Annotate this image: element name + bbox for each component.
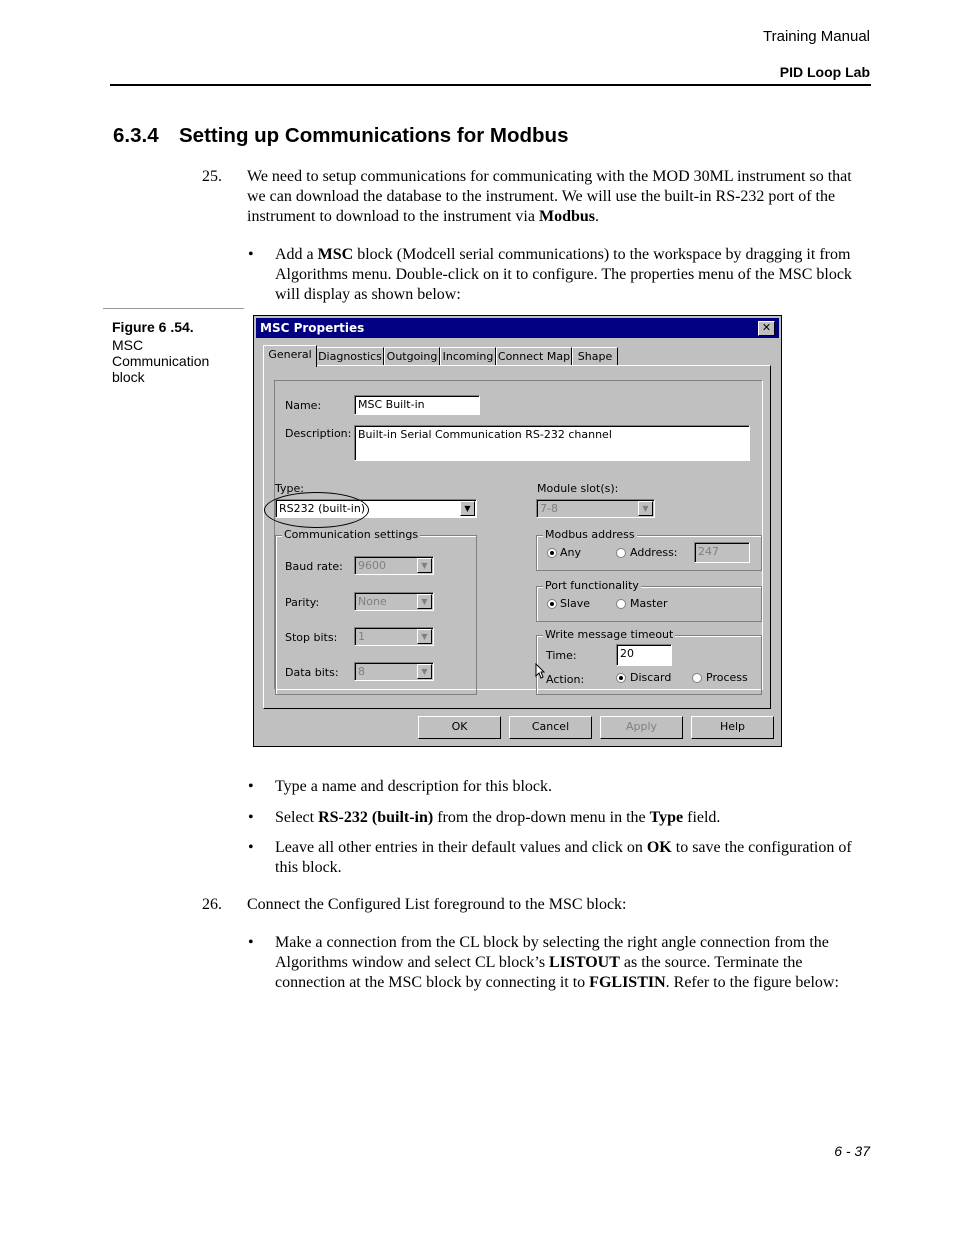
header-rule xyxy=(110,84,871,86)
chevron-down-icon[interactable]: ▼ xyxy=(417,629,432,644)
bullet-marker: • xyxy=(248,809,254,826)
chevron-down-icon[interactable]: ▼ xyxy=(460,501,475,516)
data-bits-select[interactable]: 8 xyxy=(354,662,434,681)
section-heading xyxy=(113,124,568,148)
chevron-down-icon[interactable]: ▼ xyxy=(417,558,432,573)
data-bits-label: Data bits: xyxy=(285,666,339,679)
step-26-text: Connect the Configured List foreground to the MSC block: xyxy=(247,896,627,913)
tab-connect-map[interactable]: Connect Map xyxy=(496,347,572,366)
tab-outgoing[interactable]: Outgoing xyxy=(384,347,440,366)
master-radio[interactable] xyxy=(616,599,626,609)
tab-shape[interactable]: Shape xyxy=(572,347,618,366)
bullet-add-msc: Add a MSC block (Modcell serial communications) to the workspace by dragging it from Algorithms menu. Double-click on it to configure. The properties menu of the MSC block will display as shown below: xyxy=(275,246,852,303)
bullet-marker: • xyxy=(248,839,254,856)
bullet-marker: • xyxy=(248,934,254,951)
modbus-address-label: Modbus address xyxy=(545,528,635,541)
step-25-text: We need to setup communications for communicating with the MOD 30ML instrument so that we can download the database to the instrument. We will use the built-in RS-232 port of the instrument to download to the instrument via Modbus. xyxy=(247,168,852,225)
msc-properties-dialog xyxy=(253,315,782,747)
parity-select[interactable]: None xyxy=(354,592,434,611)
section-title: Setting up Communications for Modbus xyxy=(179,124,569,147)
bullet-marker: • xyxy=(248,246,254,263)
baud-rate-label: Baud rate: xyxy=(285,560,343,573)
step-26-number: 26. xyxy=(202,896,222,913)
address-field[interactable]: 247 xyxy=(694,542,750,563)
bullet-make-connection: Make a connection from the CL block by selecting the right angle connection from the Algorithms window and select CL block’s LISTOUT as the source. Terminate the connection at the MSC block by connecting it to FGLISTIN. Refer to the figure below: xyxy=(275,934,839,991)
parity-label: Parity: xyxy=(285,596,320,609)
slave-label: Slave xyxy=(560,597,591,610)
address-radio[interactable] xyxy=(616,548,626,558)
apply-button[interactable]: Apply xyxy=(600,716,683,739)
type-highlight-circle xyxy=(264,492,369,528)
chevron-down-icon[interactable]: ▼ xyxy=(638,501,653,516)
type-select[interactable]: RS232 (built-in) xyxy=(275,499,477,518)
discard-radio[interactable] xyxy=(616,673,626,683)
stop-bits-label: Stop bits: xyxy=(285,631,338,644)
type-label: Type: xyxy=(275,482,304,495)
close-icon[interactable]: ✕ xyxy=(758,321,775,336)
any-label: Any xyxy=(560,546,582,559)
module-slot-label: Module slot(s): xyxy=(537,482,619,495)
dialog-titlebar xyxy=(256,318,779,338)
ok-button[interactable]: OK xyxy=(418,716,501,739)
bullet-type-name: Type a name and description for this block. xyxy=(275,778,553,795)
figure-title: Figure 6 .54. xyxy=(112,319,194,335)
description-field[interactable]: Built-in Serial Communication RS-232 channel xyxy=(354,425,750,461)
step-25-number: 25. xyxy=(202,168,222,185)
dialog-title: MSC Properties xyxy=(260,321,365,335)
header-subtitle: PID Loop Lab xyxy=(779,64,870,80)
any-radio[interactable] xyxy=(547,548,557,558)
address-label: Address: xyxy=(630,546,678,559)
slave-radio[interactable] xyxy=(547,599,557,609)
action-label: Action: xyxy=(546,673,585,686)
header-title: Training Manual xyxy=(763,28,870,45)
process-radio[interactable] xyxy=(692,673,702,683)
page-number: 6 - 37 xyxy=(834,1143,870,1159)
chevron-down-icon[interactable]: ▼ xyxy=(417,594,432,609)
master-label: Master xyxy=(630,597,668,610)
name-field[interactable]: MSC Built-in xyxy=(354,395,480,415)
time-field[interactable]: 20 xyxy=(616,644,672,666)
communication-settings-label: Communication settings xyxy=(284,528,419,541)
module-slot-select[interactable]: 7-8 xyxy=(536,499,655,518)
tab-incoming[interactable]: Incoming xyxy=(440,347,496,366)
bullet-marker: • xyxy=(248,778,254,795)
name-label: Name: xyxy=(285,399,322,412)
tab-general[interactable]: General xyxy=(263,345,317,367)
cancel-button[interactable]: Cancel xyxy=(509,716,592,739)
description-label: Description: xyxy=(285,427,352,440)
tab-diagnostics[interactable]: Diagnostics xyxy=(316,347,384,366)
mouse-cursor-icon xyxy=(535,663,545,679)
help-button[interactable]: Help xyxy=(691,716,774,739)
write-timeout-label: Write message timeout xyxy=(545,628,674,641)
figure-caption: MSC Communication block xyxy=(112,337,210,385)
section-number: 6.3.4 xyxy=(113,124,159,147)
port-functionality-label: Port functionality xyxy=(545,579,639,592)
baud-rate-select[interactable]: 9600 xyxy=(354,556,434,575)
chevron-down-icon[interactable]: ▼ xyxy=(417,664,432,679)
process-label: Process xyxy=(706,671,748,684)
discard-label: Discard xyxy=(630,671,672,684)
bullet-select-rs232: Select RS-232 (built-in) from the drop-down menu in the Type field. xyxy=(275,809,721,826)
stop-bits-select[interactable]: 1 xyxy=(354,627,434,646)
figure-rule xyxy=(103,308,244,309)
time-label: Time: xyxy=(546,649,577,662)
bullet-leave-defaults: Leave all other entries in their default values and click on OK to save the configuration of this block. xyxy=(275,839,852,876)
